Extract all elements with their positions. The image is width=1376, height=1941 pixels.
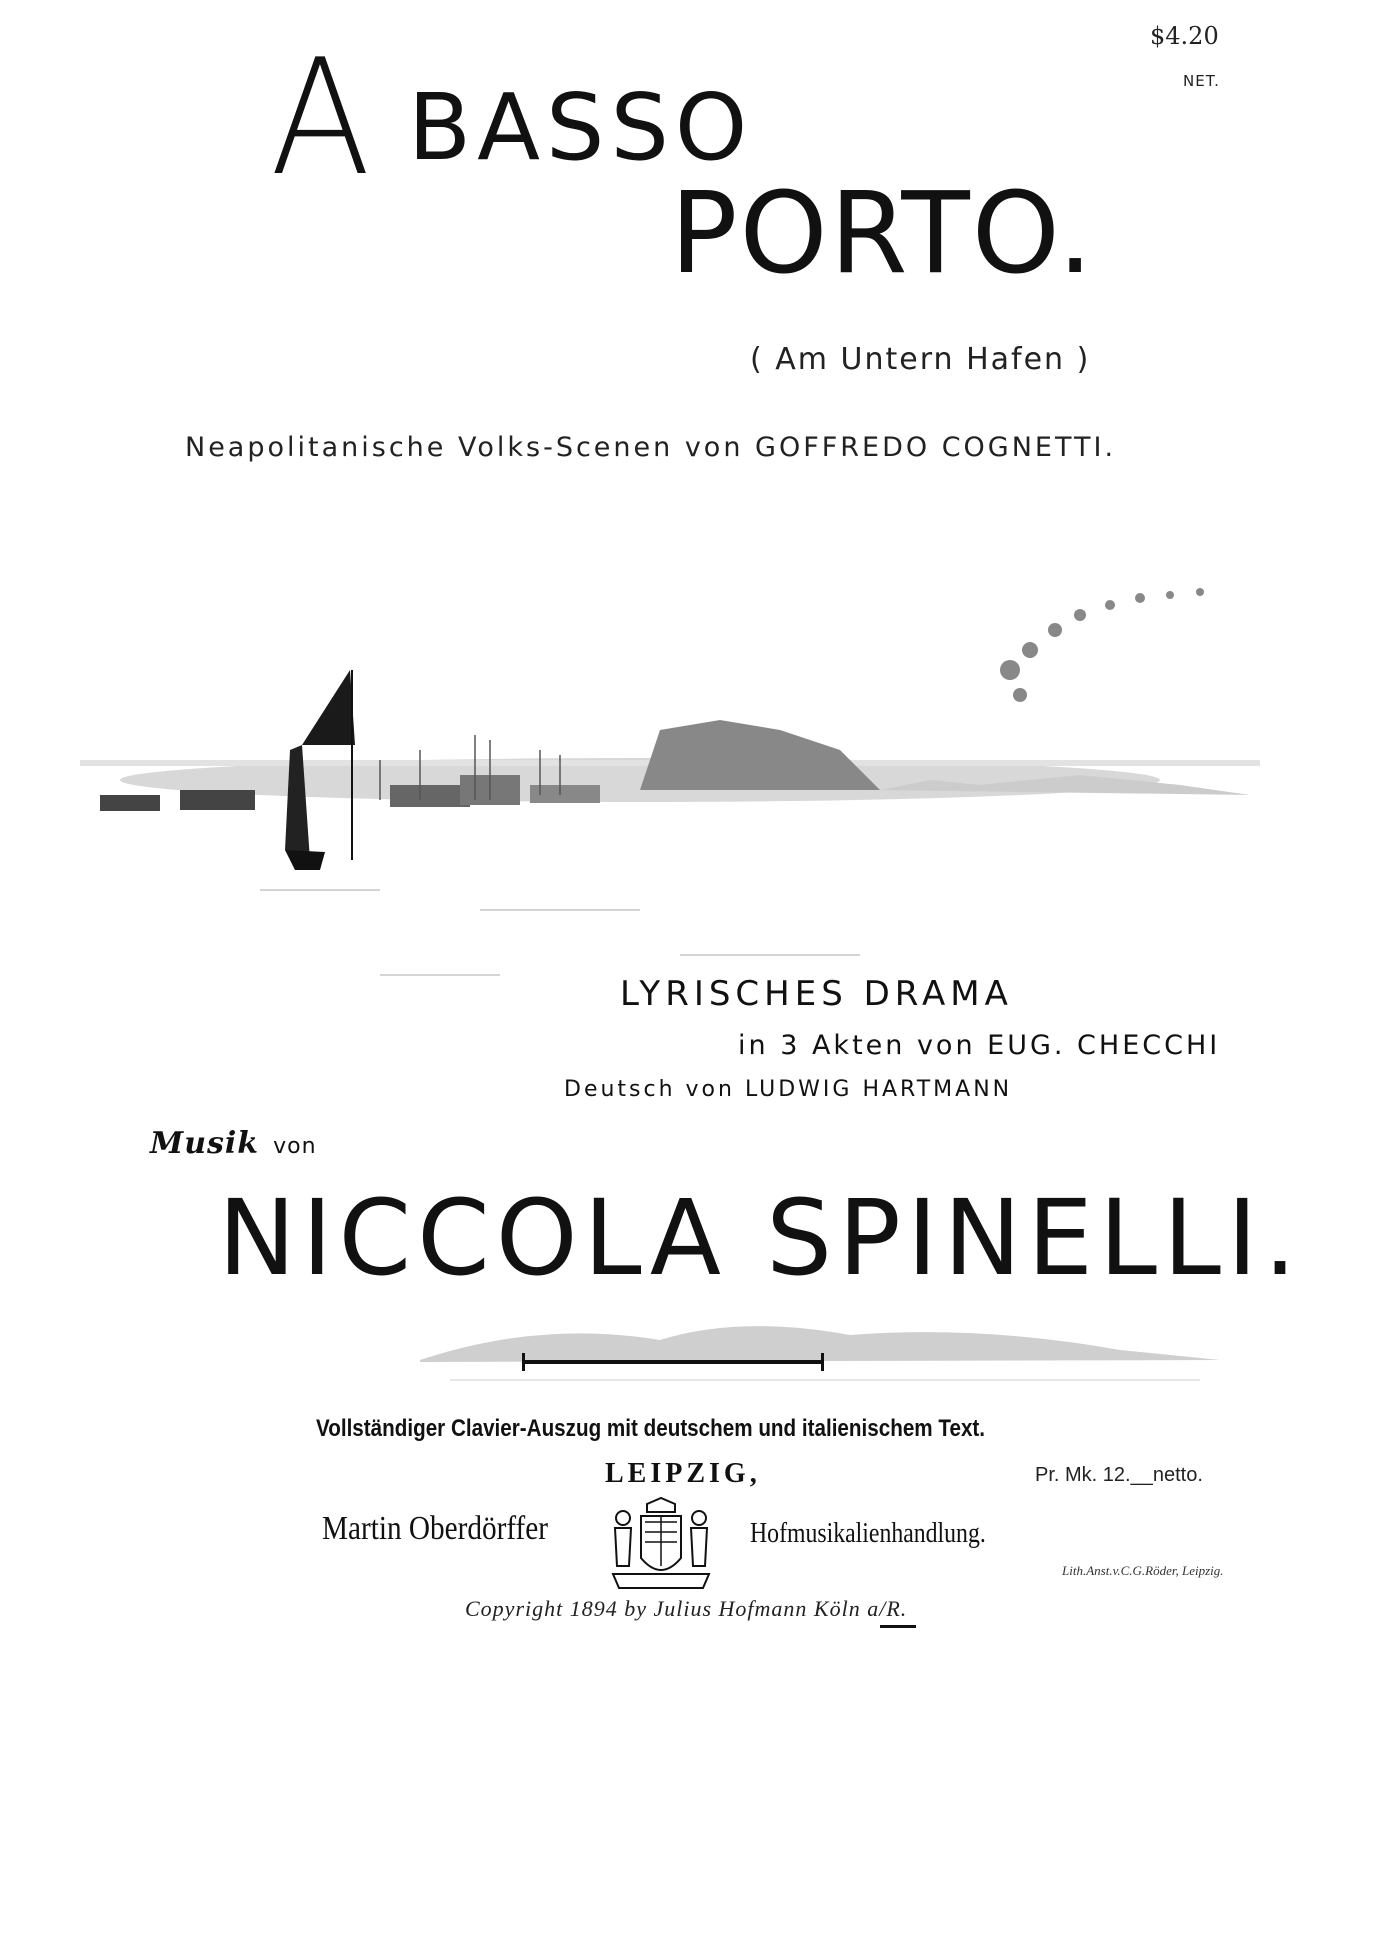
price-marks: Pr. Mk. 12.__netto.: [1035, 1464, 1203, 1486]
title-basso: BASSO: [408, 74, 754, 181]
price-note: NET.: [1183, 72, 1220, 90]
landscape-vignette: [420, 1300, 1220, 1390]
title-porto: PORTO.: [670, 169, 1095, 299]
harbour-scene-illustration: [80, 570, 1260, 1010]
composer-name: NICCOLA SPINELLI.: [218, 1177, 1303, 1299]
music-credit: [150, 1126, 317, 1161]
genre-heading: LYRISCHES DRAMA: [620, 974, 1013, 1014]
publisher-name: Martin Oberdörffer: [322, 1510, 548, 1547]
copyright-notice: Copyright 1894 by Julius Hofmann Köln a/R.: [465, 1596, 908, 1621]
edition-description: Vollständiger Clavier-Auszug mit deutschem und italienischem Text.: [316, 1415, 986, 1442]
price-label: $4.20: [1150, 22, 1219, 50]
translation-credit: Deutsch von LUDWIG HARTMANN: [564, 1077, 1013, 1102]
publisher-trade: Hofmusikalienhandlung.: [750, 1517, 986, 1549]
music-label: Musik: [150, 1126, 260, 1161]
scenes-credit: Neapolitanische Volks-Scenen von GOFFREDO COGNETTI.: [185, 432, 1117, 463]
publisher-city: LEIPZIG,: [605, 1458, 761, 1489]
coat-of-arms-icon: [605, 1496, 717, 1596]
copyright-underline: [880, 1625, 916, 1628]
subtitle: ( Am Untern Hafen ): [750, 342, 1091, 377]
title-letter-a: A: [270, 24, 371, 211]
lithographer-credit: Lith.Anst.v.C.G.Röder, Leipzig.: [1062, 1563, 1224, 1578]
music-von: von: [273, 1134, 317, 1159]
acts-credit: in 3 Akten von EUG. CHECCHI: [738, 1030, 1221, 1061]
decorative-rule: [522, 1360, 824, 1364]
